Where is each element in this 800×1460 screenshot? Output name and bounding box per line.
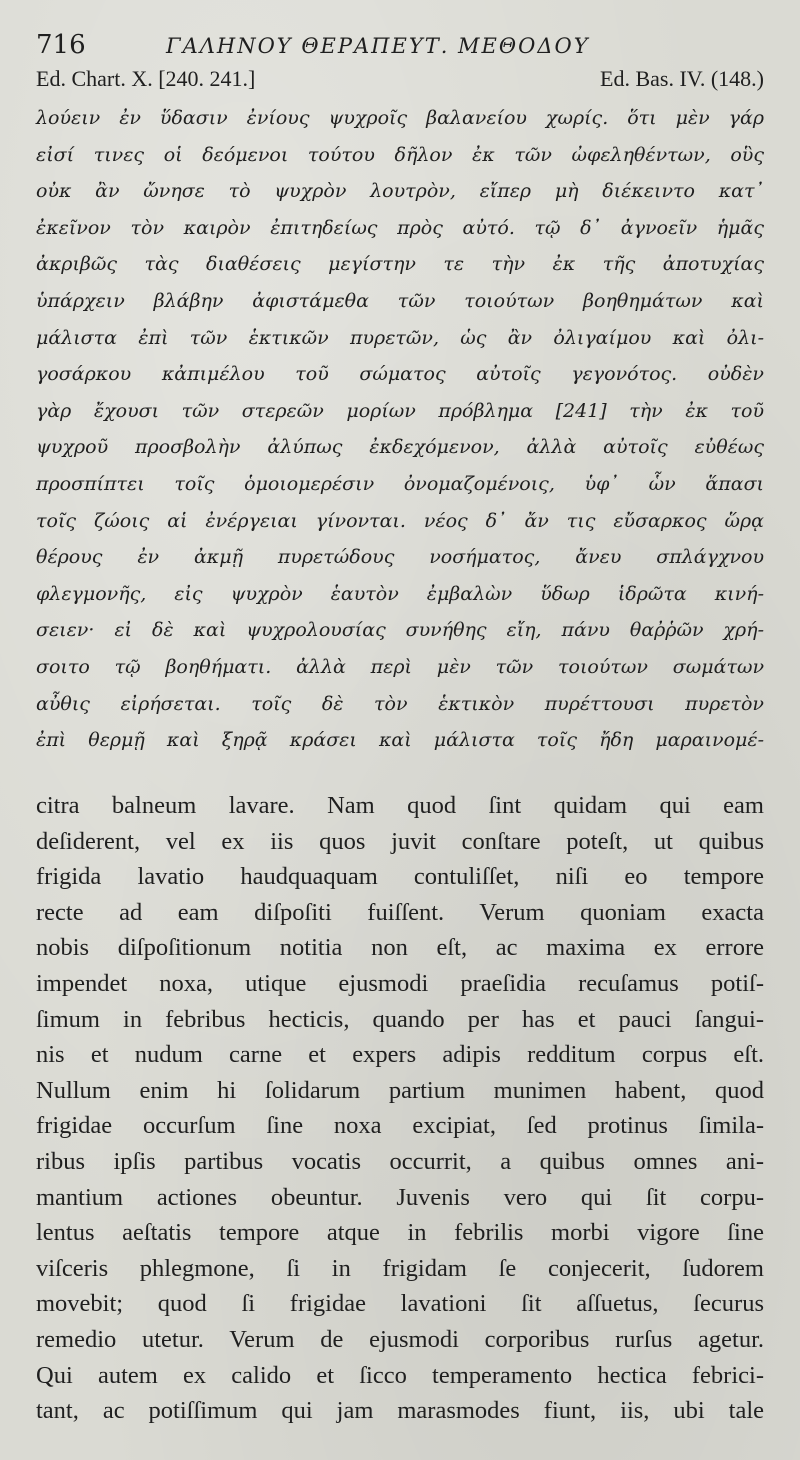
greek-text-line: τοῖς ζώοις αἱ ἐνέργειαι γίνονται. νέος δ᾽ ἄν τις εὔσαρκος ὥρᾳ xyxy=(36,509,764,532)
latin-text-line: Nullum enim hi ſolidarum partium munimen habent, quod xyxy=(36,1076,764,1104)
greek-text-line: οὐκ ἂν ὤνησε τὸ ψυχρὸν λουτρὸν, εἴπερ μὴ διέκειντο κατ᾽ xyxy=(36,180,764,203)
latin-text-line: viſceris phlegmone, ſi in frigidam ſe conjecerit, ſudorem xyxy=(36,1254,764,1282)
greek-text-line: αὖθις εἰρήσεται. τοῖς δὲ τὸν ἑκτικὸν πυρέττουσι πυρετὸν xyxy=(36,692,764,715)
latin-text-line: nobis diſpoſitionum notitia non eſt, ac maxima ex errore xyxy=(36,934,764,962)
latin-text-line: citra balneum lavare. Nam quod ſint quidam qui eam xyxy=(36,792,764,819)
page-header xyxy=(36,30,764,66)
latin-text-line: movebit; quod ſi frigidae lavationi ſit aſſuetus, ſecurus xyxy=(36,1290,764,1318)
greek-text-line: θέρους ἐν ἀκμῇ πυρετώδους νοσήματος, ἄνευ σπλάγχνου xyxy=(36,546,764,569)
edition-chartier: Ed. Chart. X. [240. 241.] xyxy=(36,66,256,91)
running-title: ΓΑΛΗΝΟΥ ΘΕΡΑΠΕΥΤ. ΜΕΘΟΔΟΥ xyxy=(166,34,590,58)
edition-basel: Ed. Bas. IV. (148.) xyxy=(600,66,764,91)
greek-text-line: σοιτο τῷ βοηθήματι. ἀλλὰ περὶ μὲν τῶν τοιούτων σωμάτων xyxy=(36,655,764,678)
greek-text-line: σειεν· εἰ δὲ καὶ ψυχρολουσίας συνήθης εἴη, πάνυ θαῤῥῶν χρή- xyxy=(36,619,764,642)
greek-text-line: ὑπάρχειν βλάβην ἀφιστάμεθα τῶν τοιούτων βοηθημάτων καὶ xyxy=(36,289,764,312)
latin-text-block xyxy=(36,788,764,1429)
greek-text-line: ψυχροῦ προσβολὴν ἀλύπως ἐκδεχόμενον, ἀλλὰ αὐτοῖς εὐθέως xyxy=(36,436,764,459)
latin-text-line: tant, ac potiſſimum qui jam marasmodes fiunt, iis, ubi tale xyxy=(36,1397,764,1425)
latin-text-line: remedio utetur. Verum de ejusmodi corporibus rurſus agetur. xyxy=(36,1325,764,1353)
latin-text-line: mantium actiones obeuntur. Juvenis vero qui ſit corpu- xyxy=(36,1183,764,1211)
edition-references xyxy=(36,66,764,96)
latin-text-line: Qui autem ex calido et ſicco temperamento hectica febrici- xyxy=(36,1361,764,1389)
greek-text-block xyxy=(36,100,764,760)
latin-text-line: frigida lavatio haudquaquam contuliſſet, niſi eo tempore xyxy=(36,863,764,891)
greek-text-line: εἰσί τινες οἱ δεόμενοι τούτου δῆλον ἐκ τῶν ὠφεληθέντων, οὓς xyxy=(36,143,764,166)
latin-text-line: ribus ipſis partibus vocatis occurrit, a quibus omnes ani- xyxy=(36,1147,764,1175)
latin-text-line: frigidae occurſum ſine noxa excipiat, ſed protinus ſimila- xyxy=(36,1112,764,1140)
greek-text-line: γοσάρκου κἀπιμέλου τοῦ σώματος αὐτοῖς γεγονότος. οὐδὲν xyxy=(36,363,764,386)
greek-text-line: φλεγμονῆς, εἰς ψυχρὸν ἑαυτὸν ἐμβαλὼν ὕδωρ ἱδρῶτα κινή- xyxy=(36,582,764,605)
greek-text-line: ἐπὶ θερμῇ καὶ ξηρᾷ κράσει καὶ μάλιστα τοῖς ἤδη μαραινομέ- xyxy=(36,729,764,752)
greek-text-line: λούειν ἐν ὕδασιν ἐνίους ψυχροῖς βαλανείου χωρίς. ὅτι μὲν γάρ xyxy=(36,107,764,129)
latin-text-line: impendet noxa, utique ejusmodi praeſidia recuſamus potiſ- xyxy=(36,969,764,997)
greek-text-line: ἀκριβῶς τὰς διαθέσεις μεγίστην τε τὴν ἐκ τῆς ἀποτυχίας xyxy=(36,253,764,276)
page-number: 716 xyxy=(36,30,86,60)
latin-text-line: ſimum in febribus hecticis, quando per has et pauci ſangui- xyxy=(36,1005,764,1033)
latin-text-line: nis et nudum carne et expers adipis redditum corpus eſt. xyxy=(36,1041,764,1069)
latin-text-line: lentus aeſtatis tempore atque in febrilis morbi vigore ſine xyxy=(36,1219,764,1247)
latin-text-line: deſiderent, vel ex iis quos juvit conſtare poteſt, ut quibus xyxy=(36,827,764,855)
latin-text-line: recte ad eam diſpoſiti fuiſſent. Verum quoniam exacta xyxy=(36,898,764,926)
greek-text-line: μάλιστα ἐπὶ τῶν ἑκτικῶν πυρετῶν, ὡς ἂν ὀλιγαίμου καὶ ὀλι- xyxy=(36,326,764,349)
greek-text-line: προσπίπτει τοῖς ὁμοιομερέσιν ὀνομαζομένοις, ὑφ᾽ ὧν ἅπασι xyxy=(36,472,764,495)
greek-text-line: ἐκεῖνον τὸν καιρὸν ἐπιτηδείως πρὸς αὐτό. τῷ δ᾽ ἀγνοεῖν ἡμᾶς xyxy=(36,216,764,239)
greek-text-line: γὰρ ἔχουσι τῶν στερεῶν μορίων πρόβλημα [241] τὴν ἐκ τοῦ xyxy=(36,399,764,422)
